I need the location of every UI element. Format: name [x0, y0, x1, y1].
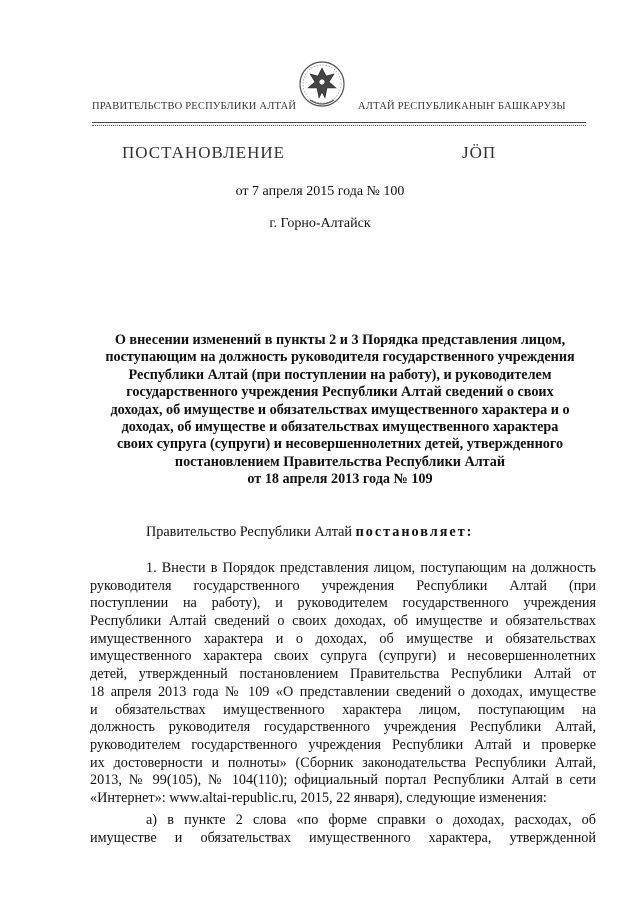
date-line: от 7 апреля 2015 года № 100	[235, 184, 405, 199]
paragraph-line: руководителя государственного учреждения Республики Алтай (при	[90, 577, 596, 594]
paragraph-line: детей, утвержденный постановлением Правительства Республики Алтай от	[90, 666, 596, 683]
paragraph-line: и обязательствах имущественного характера лицом, поступающим на	[90, 701, 596, 718]
paragraph-line: имущественного характера и о доходах, об имуществе и обязательствах	[90, 630, 596, 647]
preamble	[146, 524, 596, 542]
header-government-name: ПРАВИТЕЛЬСТВО РЕСПУБЛИКИ АЛТАЙ	[92, 101, 297, 112]
preamble-text: Правительство Республики Алтай	[146, 524, 356, 540]
paragraph-line: Республики Алтай сведений о своих доходах, об имуществе и обязательствах	[90, 613, 596, 630]
paragraph-line: «Интернет»: www.altai-republic.ru, 2015, 22 января), следующие изменения:	[90, 789, 547, 806]
preamble-emphasis: постановляет:	[355, 524, 474, 540]
title-line: доходах, об имуществе и обязательствах имущественного характера	[121, 419, 559, 436]
header-government-name-altai: АЛТАЙ РЕСПУБЛИКАНЫҤ БАШКАРУЗЫ	[358, 101, 566, 112]
header-rule-dotted	[92, 125, 586, 126]
paragraph-line: 2013, № 99(105), № 104(110); официальный портал Республики Алтай в сети	[90, 772, 596, 789]
paragraph-line: а) в пункте 2 слова «по форме справки о доходах, расходах, об	[146, 812, 596, 828]
item-1	[90, 560, 596, 808]
paragraph-line: 18 апреля 2013 года № 109 «О представлении сведений о доходах, имуществе	[90, 683, 596, 700]
paragraph-line: 1. Внести в Порядок представления лицом, поступающим на должность	[146, 560, 596, 576]
paragraph-line: должность руководителя государственного учреждения Республики Алтай,	[90, 719, 596, 736]
paragraph-line: имущественного характера своих супруга (супруги) и несовершеннолетних	[90, 648, 596, 665]
title-line: постановлением Правительства Республики Алтай	[174, 453, 506, 470]
item-1-a	[90, 812, 596, 847]
title-line: от 18 апреля 2013 года № 109	[247, 471, 433, 488]
paragraph-line: их достоверности и полноты» (Сборник законодательства Республики Алтай,	[90, 754, 596, 771]
title-line: поступающим на должность руководителя государственного учреждения	[105, 349, 575, 366]
document-kind-altai: ЈӦП	[462, 143, 497, 162]
document-kind: ПОСТАНОВЛЕНИЕ	[122, 143, 286, 162]
title-line: О внесении изменений в пункты 2 и 3 Порядка представления лицом,	[114, 332, 566, 348]
header-rule	[92, 122, 586, 123]
title-line: доходах, об имуществе и обязательствах имущественного характера и о	[110, 401, 570, 418]
title-line: своих супруга (супруги) и несовершеннолетних детей, утвержденного	[116, 436, 564, 453]
title-line: государственного учреждения Республики Алтай сведений о своих	[126, 384, 554, 401]
paragraph-line: имуществе и обязательствах имущественного характера, утвержденной	[90, 829, 596, 846]
title-line: Республики Алтай (при поступлении на работу), и руководителем	[128, 366, 552, 383]
coat-of-arms-icon	[298, 60, 346, 112]
paragraph-line: руководителем государственного учреждения Республики Алтай и проверке	[90, 736, 596, 753]
city-line: г. Горно-Алтайск	[269, 216, 371, 231]
paragraph-line: поступлении на работу), и руководителем государственного учреждения	[90, 595, 596, 612]
document-title	[90, 332, 590, 489]
